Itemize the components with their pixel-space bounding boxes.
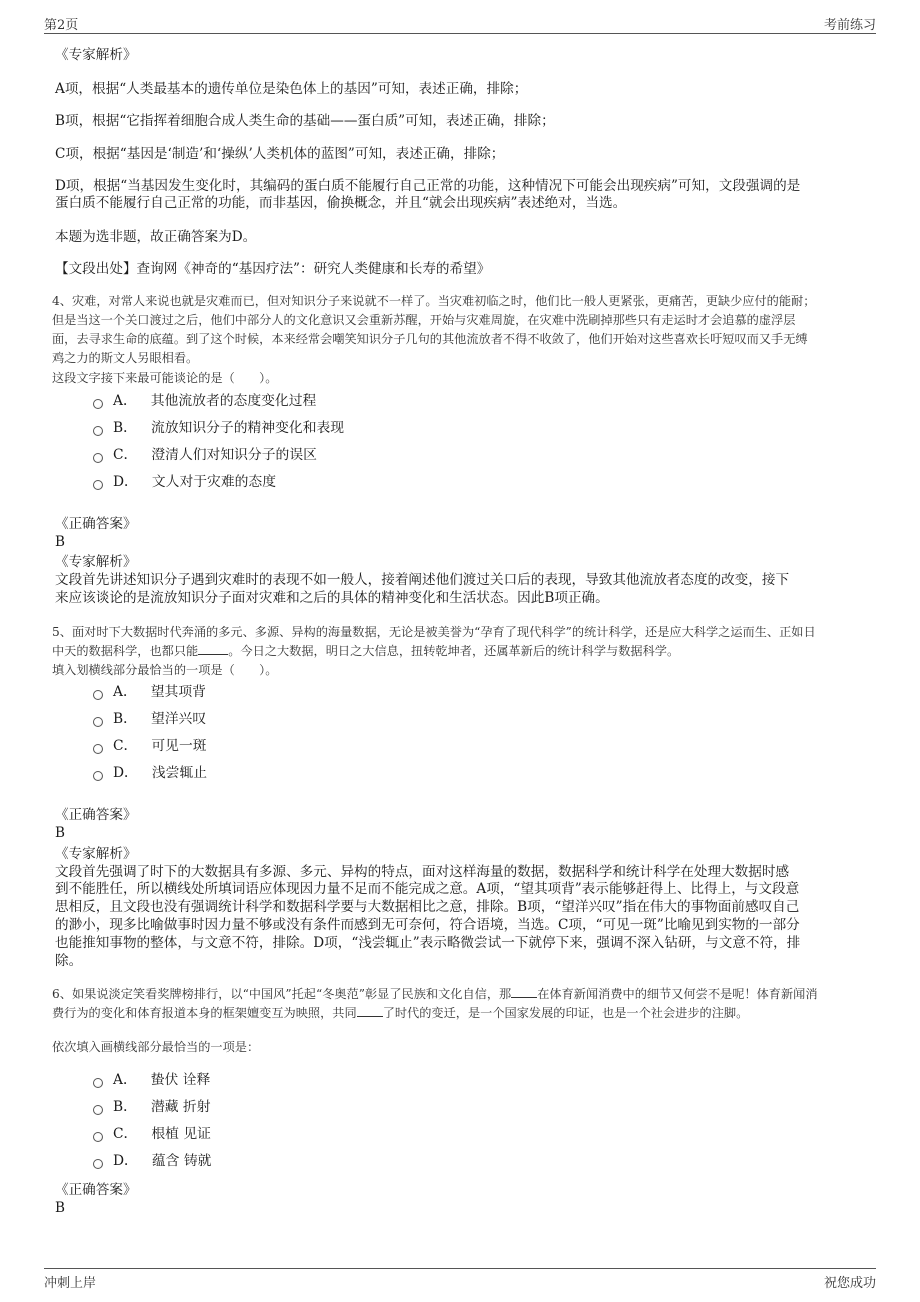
radio-icon[interactable] <box>93 399 103 409</box>
q6-stem-1: 6、如果说淡定笑看奖牌榜排行，以“中国风”托起“冬奥范”彰显了民族和文化自信，那 在体育新闻消费中的细节又何尝不是呢！体育新闻消 <box>52 987 818 1001</box>
q3-conclusion: 本题为选非题，故正确答案为D。 <box>55 229 257 245</box>
q5-analysis-6: 除。 <box>55 953 83 969</box>
answer-blank <box>198 642 228 655</box>
q4-expert-label: 《专家解析》 <box>55 554 137 570</box>
q5-answer: B <box>55 825 65 841</box>
q6-option-a[interactable]: A． 蛰伏 诠释 <box>93 1071 210 1089</box>
q5-analysis-4: 的渺小，现多比喻做事时因力量不够或没有条件而感到无可奈何，符合语境，当选。C项，“可见一斑”比喻见到实物的一部分 <box>55 917 800 933</box>
radio-icon[interactable] <box>93 717 103 727</box>
footer-divider <box>44 1268 876 1269</box>
radio-icon[interactable] <box>93 1132 103 1142</box>
q5-option-a[interactable]: A． 望其项背 <box>93 683 206 701</box>
q6-option-b[interactable]: B． 潜藏 折射 <box>93 1098 211 1116</box>
q3-expert-label: 《专家解析》 <box>55 47 137 63</box>
radio-icon[interactable] <box>93 453 103 463</box>
q5-expert-label: 《专家解析》 <box>55 846 137 862</box>
q5-prompt: 填入划横线部分最恰当的一项是（ ）。 <box>52 663 278 677</box>
q5-stem-1: 5、面对时下大数据时代奔涌的多元、多源、异构的海量数据，无论是被美誉为“孕育了现代科学”的统计科学，还是应大科学之运而生、正如日 <box>52 625 816 639</box>
q5-analysis-1: 文段首先强调了时下的大数据具有多源、多元、异构的特点，面对这样海量的数据，数据科学和统计科学在处理大数据时感 <box>55 864 790 880</box>
q5-analysis-2: 到不能胜任，所以横线处所填词语应体现因力量不足而不能完成之意。A项，“望其项背”表示能够赶得上、比得上，与文段意 <box>55 881 800 897</box>
q5-stem-2: 中天的数据科学，也都只能 。今日之大数据，明日之大信息，扭转乾坤者，还属革新后的统计科学与数据科学。 <box>52 644 680 658</box>
q4-stem-4: 鸡之力的斯文人另眼相看。 <box>52 351 199 365</box>
radio-icon[interactable] <box>93 480 103 490</box>
radio-icon[interactable] <box>93 1159 103 1169</box>
q6-answer: B <box>55 1200 65 1216</box>
q3-analysis-c: C项，根据“基因是‘制造’和‘操纵’人类机体的蓝图”可知，表述正确，排除； <box>55 146 505 162</box>
q4-stem-1: 4、灾难，对常人来说也就是灾难而已，但对知识分子来说就不一样了。当灾难初临之时，他们比一般人更紧张，更痛苦，更缺少应付的能耐； <box>52 294 816 308</box>
q4-analysis-2: 来应该谈论的是流放知识分子面对灾难和之后的具体的精神变化和生活状态。因此B项正确。 <box>55 590 609 606</box>
q5-analysis-5: 也能推知事物的整体，与文意不符，排除。D项，“浅尝辄止”表示略微尝试一下就停下来，强调不深入钻研，与文意不符，排 <box>55 935 801 951</box>
radio-icon[interactable] <box>93 426 103 436</box>
q6-option-c[interactable]: C． 根植 见证 <box>93 1125 211 1143</box>
page-number: 第2页 <box>44 18 79 33</box>
radio-icon[interactable] <box>93 690 103 700</box>
q5-option-b[interactable]: B． 望洋兴叹 <box>93 710 206 728</box>
q4-answer-label: 《正确答案》 <box>55 516 137 532</box>
q5-option-d[interactable]: D． 浅尝辄止 <box>93 764 207 782</box>
q4-stem-2: 但是当这一个关口渡过之后，他们中部分人的文化意识又会重新苏醒，开始与灾难周旋，在灾难中洗刷掉那些只有走运时才会追慕的虚浮层 <box>52 313 796 327</box>
q4-option-b[interactable]: B． 流放知识分子的精神变化和表现 <box>93 419 344 437</box>
q6-stem-2: 费行为的变化和体育报道本身的框架嬗变互为映照，共同 了时代的变迁，是一个国家发展的印证，也是一个社会进步的注脚。 <box>52 1006 749 1020</box>
q4-analysis-1: 文段首先讲述知识分子遇到灾难时的表现不如一般人，接着阐述他们渡过关口后的表现，导致其他流放者态度的改变，接下 <box>55 572 790 588</box>
q6-prompt: 依次填入画横线部分最恰当的一项是： <box>52 1040 260 1054</box>
q3-analysis-d-1: D项，根据“当基因发生变化时，其编码的蛋白质不能履行自己正常的功能，这种情况下可能会出现疾病”可知，文段强调的是 <box>55 178 801 194</box>
radio-icon[interactable] <box>93 771 103 781</box>
footer-right: 祝您成功 <box>823 1276 876 1291</box>
answer-blank <box>511 985 537 998</box>
radio-icon[interactable] <box>93 1105 103 1115</box>
q6-option-d[interactable]: D． 蕴含 铸就 <box>93 1152 211 1170</box>
header-title: 考前练习 <box>823 18 876 33</box>
header-divider <box>44 33 876 34</box>
q4-answer: B <box>55 534 65 550</box>
q5-answer-label: 《正确答案》 <box>55 807 137 823</box>
q4-stem-3: 面，去寻求生命的底蕴。到了这个时候，本来经常会嘲笑知识分子几句的其他流放者不得不收敛了，他们开始对这些喜欢长吁短叹而又手无缚 <box>52 332 808 346</box>
q4-option-c[interactable]: C． 澄清人们对知识分子的误区 <box>93 446 317 464</box>
q5-analysis-3: 思相反，且文段也没有强调统计科学和数据科学要与大数据相比之意，排除。B项，“望洋兴叹”指在伟大的事物面前感叹自己 <box>55 899 800 915</box>
q6-answer-label: 《正确答案》 <box>55 1182 137 1198</box>
q3-analysis-b: B项，根据“它指挥着细胞合成人类生命的基础——蛋白质”可知，表述正确，排除； <box>55 113 555 129</box>
q5-option-c[interactable]: C． 可见一斑 <box>93 737 207 755</box>
q3-analysis-d-2: 蛋白质不能履行自己正常的功能，而非基因，偷换概念，并且“就会出现疾病”表述绝对，当选。 <box>55 195 627 211</box>
q4-option-a[interactable]: A． 其他流放者的态度变化过程 <box>93 392 316 410</box>
footer-left: 冲刺上岸 <box>44 1276 97 1291</box>
answer-blank <box>357 1004 383 1017</box>
radio-icon[interactable] <box>93 1078 103 1088</box>
q3-analysis-a: A项，根据“人类最基本的遗传单位是染色体上的基因”可知，表述正确，排除； <box>55 81 528 97</box>
q4-prompt: 这段文字接下来最可能谈论的是（ ）。 <box>52 371 278 385</box>
q3-source: 【文段出处】查询网《神奇的“基因疗法”：研究人类健康和长寿的希望》 <box>55 261 491 277</box>
radio-icon[interactable] <box>93 744 103 754</box>
q4-option-d[interactable]: D． 文人对于灾难的态度 <box>93 473 276 491</box>
